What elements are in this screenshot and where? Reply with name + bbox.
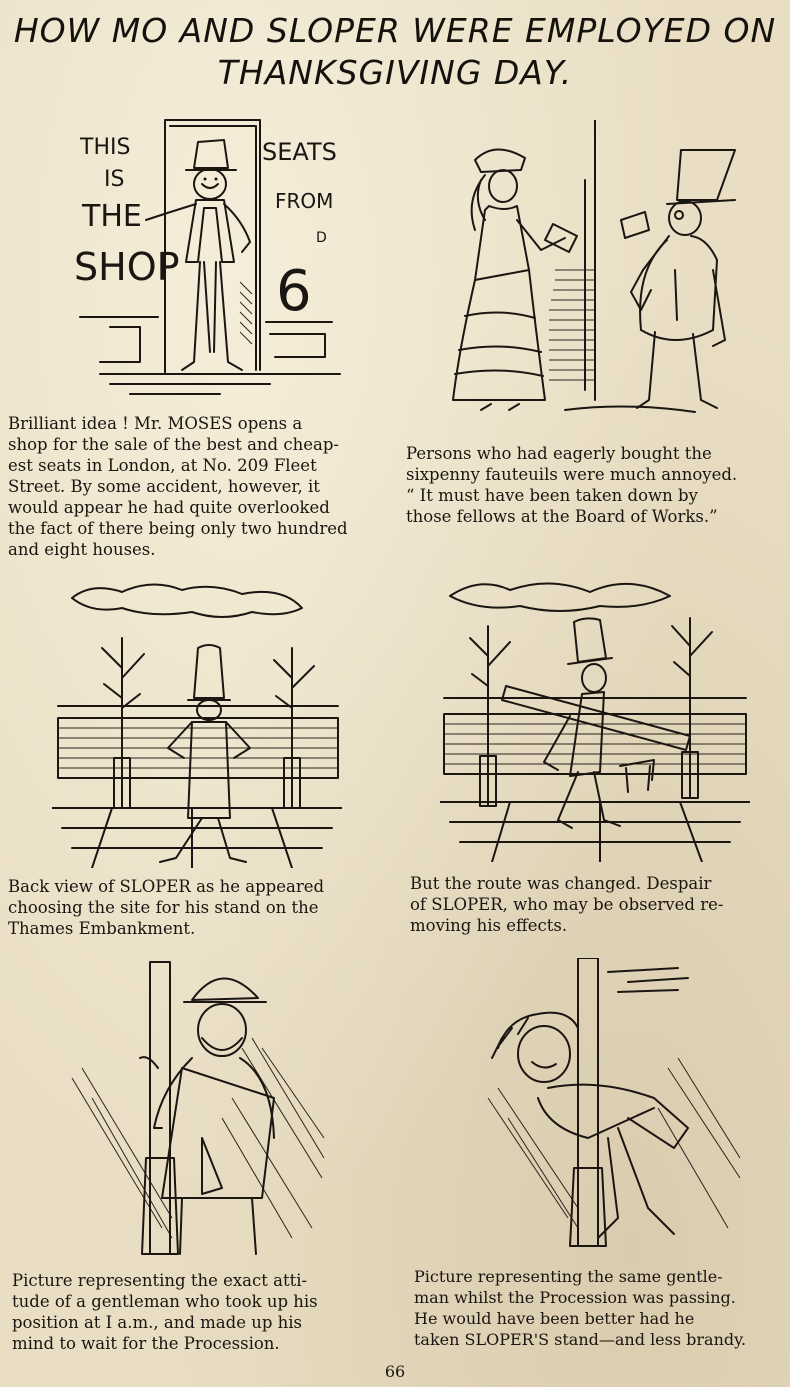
illustration-shop	[70, 112, 350, 402]
caption-panel-4: But the route was changed. Despair of SLOPER, who may be observed re- moving his effects.	[410, 874, 724, 935]
caption-panel-5: Picture representing the exact atti- tude of a gentleman who took up his position at I a.m., and made up his mind to wait for the Procession.	[12, 1271, 318, 1353]
sign-six: 6	[276, 259, 312, 324]
illustration-removing-effects	[440, 566, 750, 862]
sign-pence: D	[316, 230, 327, 246]
title-line-1: HOW MO AND SLOPER WERE EMPLOYED ON	[13, 11, 777, 50]
sign-this: THIS	[80, 135, 131, 160]
illustration-ticket-holders	[445, 120, 745, 420]
page-title	[0, 10, 790, 94]
sign-is: IS	[104, 167, 125, 192]
caption-panel-3: Back view of SLOPER as he appeared choosing the site for his stand on the Thames Embankment.	[8, 877, 325, 938]
sign-shop: SHOP	[74, 245, 180, 289]
caption-panel-1: Brilliant idea ! Mr. MOSES opens a shop for the sale of the best and cheap- est seats in London, at No. 209 Fleet Street. By some accident, however, it would appear he had quite overlooked the fact of there being only two hundred and eight houses.	[8, 414, 348, 559]
page-number: 66	[384, 1362, 406, 1381]
illustration-embankment-back-view	[52, 578, 342, 868]
caption-panel-6: Picture representing the same gentle- man whilst the Procession was passing. He would have been better had he taken SLOPER'S stand—and less brandy.	[414, 1267, 747, 1349]
illustration-gentleman-at-post	[62, 958, 332, 1258]
sign-seats: SEATS	[262, 138, 337, 166]
caption-panel-2: Persons who had eagerly bought the sixpenny fauteuils were much annoyed. “ It must have been taken down by those fellows at the Board of Works.”	[406, 444, 738, 526]
sign-the: THE	[82, 199, 142, 234]
title-line-2: THANKSGIVING DAY.	[217, 53, 573, 92]
sign-from: FROM	[275, 189, 334, 213]
illustration-gentleman-slumped	[478, 958, 748, 1248]
